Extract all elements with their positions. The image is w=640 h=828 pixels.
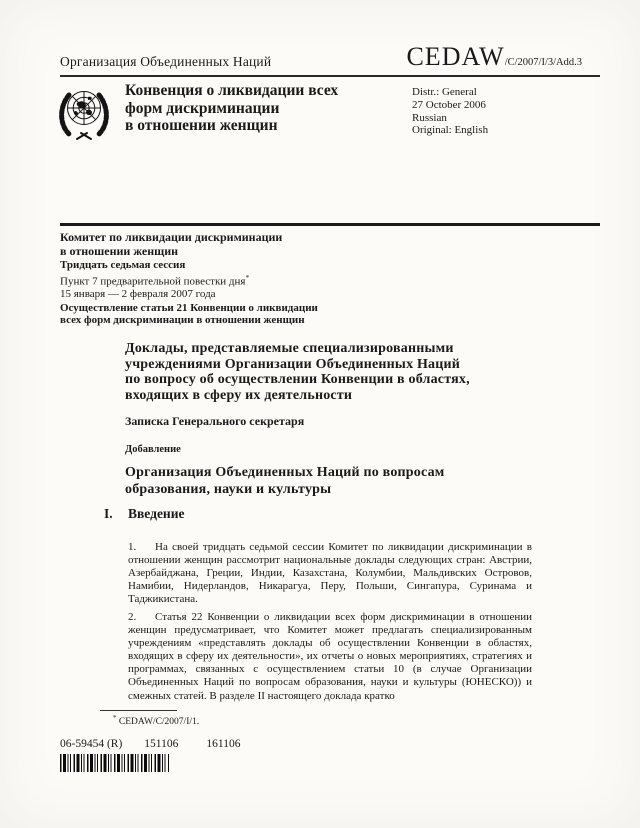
paragraph-text: На своей тридцать седьмой сессии Комитет по ликвидации дискриминации в отношении женщин рассмотрит национальные доклады следующих стран: Австрии, Азербайджана, Греции, Индии, Казахстана, Колумбии, Мальдивских Островов, Намибии, Нидерландов, Никарагуа, Перу, Польши, Сингапура, Суринама и Таджикистана. <box>128 541 532 606</box>
convention-title <box>125 82 338 135</box>
barcode <box>60 754 169 772</box>
document-symbol-suffix: /C/2007/I/3/Add.3 <box>504 57 582 68</box>
section-heading-text: Введение <box>128 506 185 521</box>
convention-title-line: Конвенция о ликвидации всех <box>125 82 339 99</box>
distribution-block <box>412 86 488 137</box>
convention-title-line: форм дискриминации <box>125 99 280 117</box>
footer-identification <box>60 738 240 750</box>
section-number: I. <box>104 506 113 521</box>
implementation-line: всех форм дискриминации в отношении женщин <box>60 314 305 327</box>
secretary-general-note: Записка Генерального секретаря <box>125 414 305 428</box>
job-number: 06-59454 (R) <box>60 738 123 750</box>
un-emblem-icon <box>57 83 111 158</box>
report-title-line: по вопросу об осуществлении Конвенции в областях, <box>125 372 470 388</box>
report-title-line: входящих в сферу их деятельности <box>125 387 353 403</box>
paragraph <box>128 611 532 703</box>
report-title-line: учреждениями Организации Объединенных Наций <box>125 356 461 372</box>
paragraph-number: 1. <box>128 541 137 553</box>
addendum-label: Добавление <box>125 444 181 455</box>
footnote-marker: * <box>113 714 117 722</box>
document-symbol-main: CEDAW <box>406 42 505 71</box>
paragraph-number: 2. <box>128 611 137 623</box>
distr-label: Distr.: General <box>412 86 477 98</box>
distribution-code: 151106 <box>144 738 179 750</box>
session-dates: 15 января — 2 февраля 2007 года <box>60 288 216 301</box>
unesco-title-line: образования, науки и культуры <box>125 481 332 497</box>
paragraph-text: Статья 22 Конвенции о ликвидации всех форм дискриминации в отношении женщин предусматривает, что Комитет может предлагать специализированным учреждениям «представлять доклады об осуществлении Конвенции в областях, входящих в сферу их деятельности», их отчеты о новых мероприятиях, стратегиях и программах, связанных с осуществлением статьи 10 (в случае Организации Объединенных Наций по вопросам образования, науки и культуры (ЮНЕСКО)) и смежных статей. В разделе II настоящего доклада кратко <box>128 611 532 702</box>
document-symbol <box>406 42 582 72</box>
distr-language: Russian <box>412 111 447 124</box>
paragraph <box>128 541 532 606</box>
footnote-rule <box>100 710 177 711</box>
masthead-org-name: Организация Объединенных Наций <box>60 54 272 69</box>
committee-name-line: в отношении женщин <box>60 243 179 258</box>
report-title <box>125 341 470 403</box>
footnote-reference-marker: * <box>245 272 250 282</box>
footnote <box>113 714 199 727</box>
committee-name-line: Комитет по ликвидации дискриминации <box>60 230 283 244</box>
masthead-rule <box>60 75 600 77</box>
unesco-title <box>125 465 445 498</box>
distr-original: Original: English <box>412 124 489 137</box>
report-title-line: Доклады, представляемые специализированными <box>125 341 454 356</box>
agenda-item: Пункт 7 предварительной повестки дня* <box>60 272 250 288</box>
distr-date: 27 October 2006 <box>412 98 486 111</box>
session-block <box>60 231 318 327</box>
distribution-code: 161106 <box>206 738 241 750</box>
convention-title-line: в отношении женщин <box>125 117 278 134</box>
footnote-text: CEDAW/C/2007/I/1. <box>116 717 200 728</box>
section-heading <box>104 506 184 522</box>
unesco-title-line: Организация Объединенных Наций по вопросам <box>125 465 445 480</box>
section-rule <box>60 223 600 226</box>
implementation-line: Осуществление статьи 21 Конвенции о ликвидации <box>60 301 318 314</box>
session-name: Тридцать седьмая сессия <box>60 259 186 272</box>
